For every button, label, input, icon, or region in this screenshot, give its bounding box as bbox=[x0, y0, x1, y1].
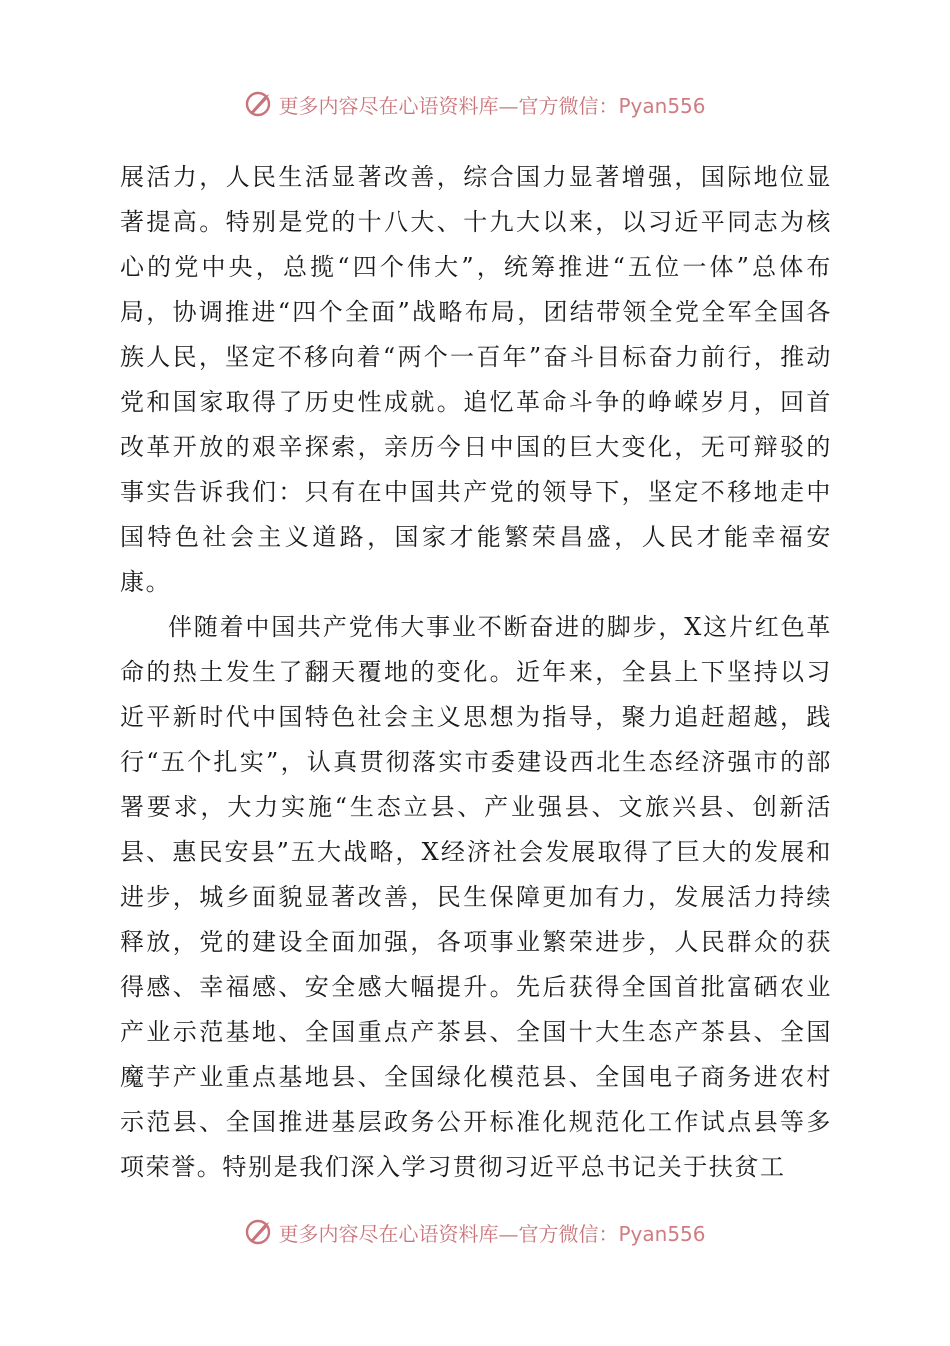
document-body bbox=[120, 155, 832, 1190]
footer-banner-text bbox=[278, 1218, 705, 1247]
footer-wechat-id: Pyan556 bbox=[618, 1221, 706, 1246]
footer-brand-text: 更多内容尽在心语资料库 bbox=[278, 1221, 499, 1246]
header-brand-text: 更多内容尽在心语资料库 bbox=[278, 93, 499, 118]
footer-wechat-label: 官方微信： bbox=[518, 1221, 619, 1246]
footer-separator: — bbox=[498, 1221, 519, 1246]
header-separator: — bbox=[498, 93, 519, 118]
pen-nib-logo-icon bbox=[244, 1217, 274, 1247]
header-banner bbox=[0, 84, 950, 124]
header-wechat-id: Pyan556 bbox=[618, 93, 706, 118]
paragraph-2: 伴随着中国共产党伟大事业不断奋进的脚步，X这片红色革命的热土发生了翻天覆地的变化。近年来，全县上下坚持以习近平新时代中国特色社会主义思想为指导，聚力追赶超越，践行“五个扎实”，认真贯彻落实市委建设西北生态经济强市的部署要求，大力实施“生态立县、产业强县、文旅兴县、创新活县、惠民安县”五大战略，X经济社会发展取得了巨大的发展和进步，城乡面貌显著改善，民生保障更加有力，发展活力持续释放，党的建设全面加强，各项事业繁荣进步，人民群众的获得感、幸福感、安全感大幅提升。先后获得全国首批富硒农业产业示范基地、全国重点产茶县、全国十大生态产茶县、全国魔芋产业重点基地县、全国绿化模范县、全国电子商务进农村示范县、全国推进基层政务公开标准化规范化工作试点县等多项荣誉。特别是我们深入学习贯彻习近平总书记关于扶贫工 bbox=[120, 613, 832, 1181]
footer-banner bbox=[0, 1212, 950, 1252]
paragraph-1: 展活力，人民生活显著改善，综合国力显著增强，国际地位显著提高。特别是党的十八大、十九大以来，以习近平同志为核心的党中央，总揽“四个伟大”，统筹推进“五位一体”总体布局，协调推进“四个全面”战略布局，团结带领全党全军全国各族人民，坚定不移向着“两个一百年”奋斗目标奋力前行，推动党和国家取得了历史性成就。追忆革命斗争的峥嵘岁月，回首改革开放的艰辛探索，亲历今日中国的巨大变化，无可辩驳的事实告诉我们：只有在中国共产党的领导下，坚定不移地走中国特色社会主义道路，国家才能繁荣昌盛，人民才能幸福安康。 bbox=[120, 163, 832, 596]
header-wechat-label: 官方微信： bbox=[518, 93, 619, 118]
pen-nib-logo-icon bbox=[244, 89, 274, 119]
header-banner-text bbox=[278, 90, 705, 119]
